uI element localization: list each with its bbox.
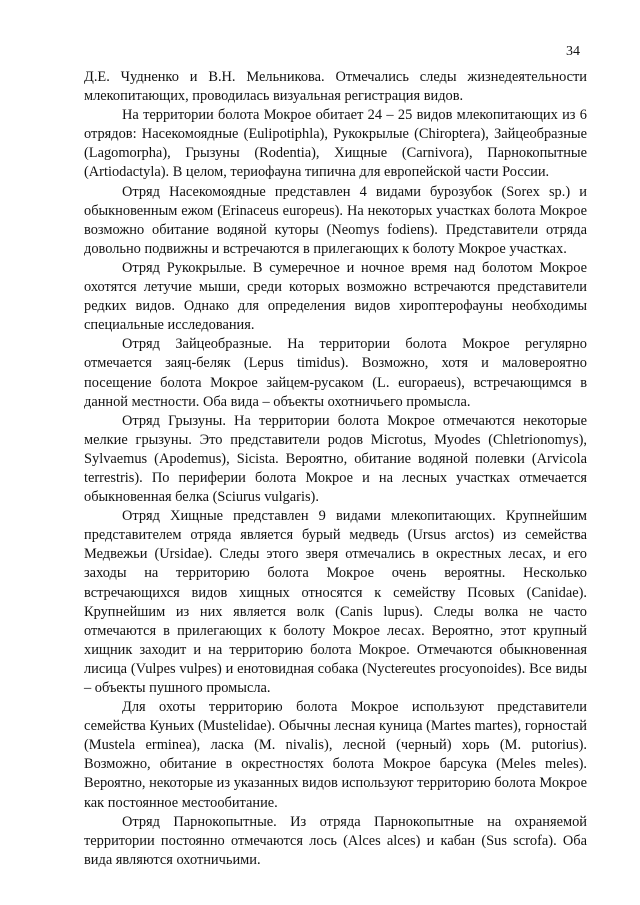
page-body	[84, 68, 587, 870]
paragraph-intro-continuation: Д.Е. Чудненко и В.Н. Мельникова. Отмечались следы жизнедеятельности млекопитающих, проводилась визуальная регистрация видов.	[84, 69, 587, 105]
page-number: 34	[566, 44, 580, 59]
paragraph-lagomorphs: Отряд Зайцеобразные. На территории болота Мокрое регулярно отмечается заяц-беляк (Lepus timidus). Возможно, хотя и маловероятно посещение болота Мокрое зайцем-русаком (L. europaeus), встречающимся в данной местности. Оба вида – объекты охотничьего промысла.	[84, 336, 587, 410]
paragraph-overview: На территории болота Мокрое обитает 24 – 25 видов млекопитающих из 6 отрядов: Насекомоядные (Eulipotiphla), Рукокрылые (Chiroptera), Зайцеобразные (Lagomorpha), Грызуны (Rodentia), Хищные (Carnivora), Парнокопытные (Artiodactyla). В целом, териофауна типична для европейской части России.	[84, 107, 587, 181]
paragraph-artiodactyls: Отряд Парнокопытные. Из отряда Парнокопытные на охраняемой территории постоянно отмечаются лось (Alces alces) и кабан (Sus scrofa). Оба вида являются охотничьими.	[84, 813, 587, 868]
paragraph-carnivores: Отряд Хищные представлен 9 видами млекопитающих. Крупнейшим представителем отряда является бурый медведь (Ursus arctos) из семейства Медвежьи (Ursidae). Следы этого зверя отмечались в окрестных лесах, и его заходы на территорию болота Мокрое очень вероятны. Несколько встречающихся видов хищных относятся к семейству Псовых (Canidae). Крупнейшим из них является волк (Canis lupus). Следы волка не часто отмечаются в прилегающих к болоту Мокрое лесах. Вероятно, этот крупный хищник заходит и на территорию болота Мокрое. Отмечаются обыкновенная лисица (Vulpes vulpes) и енотовидная собака (Nyctereutes procyonoides). Все виды – объекты пушного промысла.	[84, 508, 587, 696]
paragraph-rodents: Отряд Грызуны. На территории болота Мокрое отмечаются некоторые мелкие грызуны. Это представители родов Microtus, Myodes (Chletrionomys), Sylvaemus (Apodemus), Sicista. Вероятно, обитание водяной полевки (Arvicola terrestris). По периферии болота Мокрое и на лесных участках отмечается обыкновенная белка (Sciurus vulgaris).	[84, 412, 587, 506]
paragraph-insectivores: Отряд Насекомоядные представлен 4 видами бурозубок (Sorex sp.) и обыкновенным ежом (Erinaceus europeus). На некоторых участках болота Мокрое возможно обитание водяной куторы (Neomys fodiens). Представители отряда довольно подвижны и встречаются в прилегающих к болоту Мокрое участках.	[84, 183, 587, 257]
paragraph-bats: Отряд Рукокрылые. В сумеречное и ночное время над болотом Мокрое охотятся летучие мыши, среди которых возможно встречаются представители редких видов. Однако для определения видов хироптерофауны необходимы специальные исследования.	[84, 259, 587, 334]
paragraph-mustelids: Для охоты территорию болота Мокрое используют представители семейства Куньих (Mustelidae). Обычны лесная куница (Martes martes), горностай (Mustela erminea), ласка (M. nivalis), лесной (черный) хорь (M. putorius). Возможно, обитание в окрестностях болота Мокрое барсука (Meles meles). Вероятно, некоторые из указанных видов используют территорию болота Мокрое как постоянное местообитание.	[84, 699, 587, 811]
